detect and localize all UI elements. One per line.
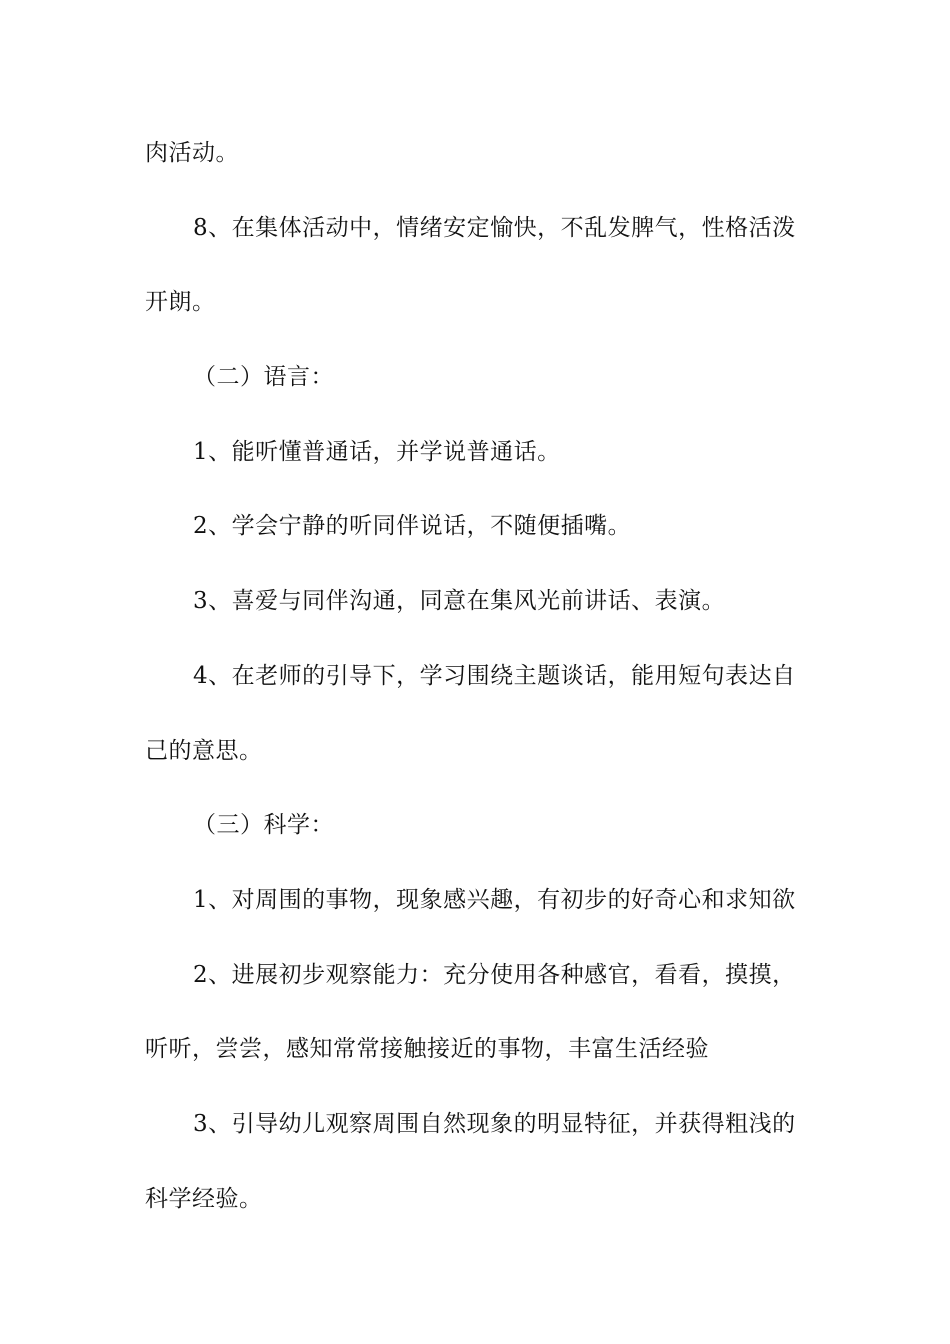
list-item-8: 8、在集体活动中，情绪安定愉快，不乱发脾气，性格活泼 [193, 214, 796, 241]
text-line-continuation: 开朗。 [145, 289, 216, 316]
text-line-continuation: 肉活动。 [145, 140, 239, 166]
list-item-2: 2、进展初步观察能力：充分使用各种感官，看看，摸摸， [193, 961, 796, 988]
text-line-continuation: 科学经验。 [145, 1185, 263, 1212]
text-line-continuation: 己的意思。 [145, 737, 263, 764]
document-body [145, 126, 815, 1246]
list-item-3: 3、喜爱与同伴沟通，同意在集风光前讲话、表演。 [193, 588, 726, 615]
list-item-3: 3、引导幼儿观察周围自然现象的明显特征，并获得粗浅的 [193, 1110, 796, 1137]
list-item-1: 1、能听懂普通话，并学说普通话。 [193, 438, 561, 465]
section-heading-language: （二）语言： [193, 364, 334, 391]
section-heading-science: （三）科学： [193, 812, 334, 839]
text-line-continuation: 听听，尝尝，感知常常接触接近的事物，丰富生活经验 [145, 1036, 709, 1063]
list-item-4: 4、在老师的引导下，学习围绕主题谈话，能用短句表达自 [193, 662, 796, 689]
list-item-1: 1、对周围的事物，现象感兴趣，有初步的好奇心和求知欲 [193, 886, 796, 913]
list-item-2: 2、学会宁静的听同伴说话，不随便插嘴。 [193, 513, 632, 540]
